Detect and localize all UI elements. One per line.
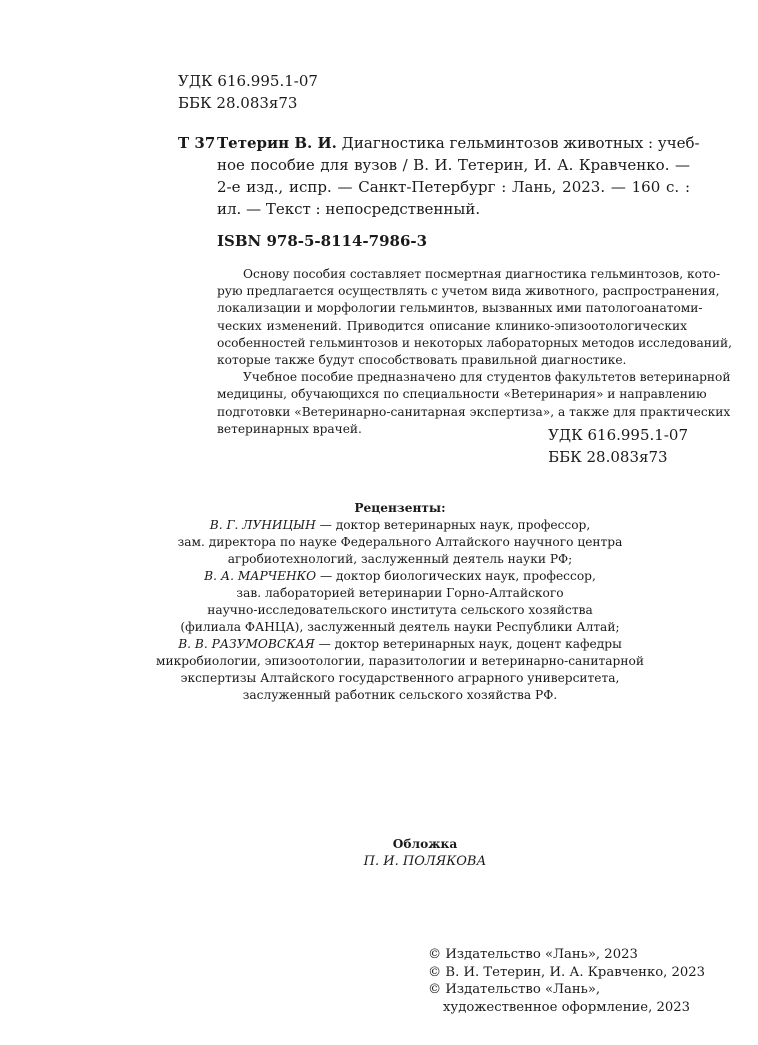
udk-code: УДК 616.995.1-07 xyxy=(548,426,688,444)
abstract-line: Основу пособия составляет посмертная диагностика гельминтозов, кото- xyxy=(243,267,721,281)
reviewer-name: В. Г. ЛУНИЦЫН xyxy=(209,518,316,532)
biblio-line: 2-е изд., испр. — Санкт-Петербург : Лань, 2023. — 160 с. : xyxy=(217,178,690,196)
isbn: ISBN 978-5-8114-7986-3 xyxy=(217,232,428,250)
copyright-line: © Издательство «Лань», xyxy=(428,982,601,997)
reviewers-heading: Рецензенты: xyxy=(354,501,446,515)
reviewer-line: (филиала ФАНЦА), заслуженный деятель науки Республики Алтай; xyxy=(180,620,620,634)
reviewer-text: — доктор ветеринарных наук, профессор, xyxy=(315,518,591,532)
biblio-line: ил. — Текст : непосредственный. xyxy=(217,200,481,218)
reviewer-line: зав. лабораторией ветеринарии Горно-Алтайского xyxy=(236,586,564,600)
title-text: Диагностика гельминтозов животных : учеб- xyxy=(336,134,700,152)
cover-heading: Обложка xyxy=(392,837,458,851)
author-mark: Т 37 xyxy=(178,134,216,152)
reviewer-line xyxy=(150,636,650,653)
copyright-block xyxy=(428,946,705,1016)
reviewer-line: зам. директора по науке Федерального Алтайского научного центра xyxy=(177,535,623,549)
reviewer-line: научно-исследовательского института сельского хозяйства xyxy=(207,603,593,617)
abstract-line: ветеринарных врачей. xyxy=(217,421,362,436)
reviewers-block xyxy=(150,500,650,704)
reviewer-line xyxy=(150,568,650,585)
copyright-line: © В. И. Тетерин, И. А. Кравченко, 2023 xyxy=(428,964,706,980)
bbk-code: ББК 28.083я73 xyxy=(548,448,668,466)
cover-designer: П. И. ПОЛЯКОВА xyxy=(363,854,487,869)
biblio-line: ное пособие для вузов / В. И. Тетерин, И. А. Кравченко. — xyxy=(217,156,690,174)
abstract-line: Учебное пособие предназначено для студентов факультетов ветеринарной xyxy=(243,370,731,385)
udk-bbk-top xyxy=(178,70,318,114)
reviewer-text: — доктор ветеринарных наук, доцент кафедры xyxy=(314,637,622,651)
reviewer-line: агробиотехнологий, заслуженный деятель науки РФ; xyxy=(227,552,573,566)
abstract-line: особенностей гельминтозов и некоторых лабораторных методов исследований, xyxy=(217,335,733,350)
abstract-line: локализации и морфологии гельминтов, вызванных ими патологоанатоми- xyxy=(217,301,703,316)
abstract-line: которые также будут способствовать правильной диагностике. xyxy=(217,353,627,368)
reviewer-name: В. А. МАРЧЕНКО xyxy=(204,569,317,583)
cover-credit xyxy=(300,836,550,870)
abstract xyxy=(217,266,733,438)
reviewer-text: — доктор биологических наук, профессор, xyxy=(316,569,596,583)
abstract-line: подготовки «Ветеринарно-санитарная экспертиза», а также для практических xyxy=(217,404,731,419)
abstract-line: ческих изменений. Приводится описание клинико-эпизоотологических xyxy=(217,318,687,333)
copyright-line: художественное оформление, 2023 xyxy=(443,999,691,1015)
abstract-line: медицины, обучающихся по специальности «Ветеринария» и направлению xyxy=(217,387,707,402)
bibliographic-description xyxy=(217,132,700,220)
reviewer-line xyxy=(150,517,650,534)
copyright-line: © Издательство «Лань», 2023 xyxy=(428,947,638,962)
reviewer-line: микробиологии, эпизоотологии, паразитологии и ветеринарно-санитарной xyxy=(156,654,644,668)
reviewer-name: В. В. РАЗУМОВСКАЯ xyxy=(178,637,315,651)
reviewer-line: заслуженный работник сельского хозяйства РФ. xyxy=(242,688,558,702)
bbk-code: ББК 28.083я73 xyxy=(178,94,298,112)
abstract-line: рую предлагается осуществлять с учетом вида животного, распространения, xyxy=(217,284,720,299)
udk-bbk-bottom xyxy=(548,424,688,468)
author-name: Тетерин В. И. xyxy=(217,134,337,152)
biblio-line xyxy=(217,132,700,154)
reviewer-line: экспертизы Алтайского государственного аграрного университета, xyxy=(180,671,620,685)
udk-code: УДК 616.995.1-07 xyxy=(178,72,318,90)
